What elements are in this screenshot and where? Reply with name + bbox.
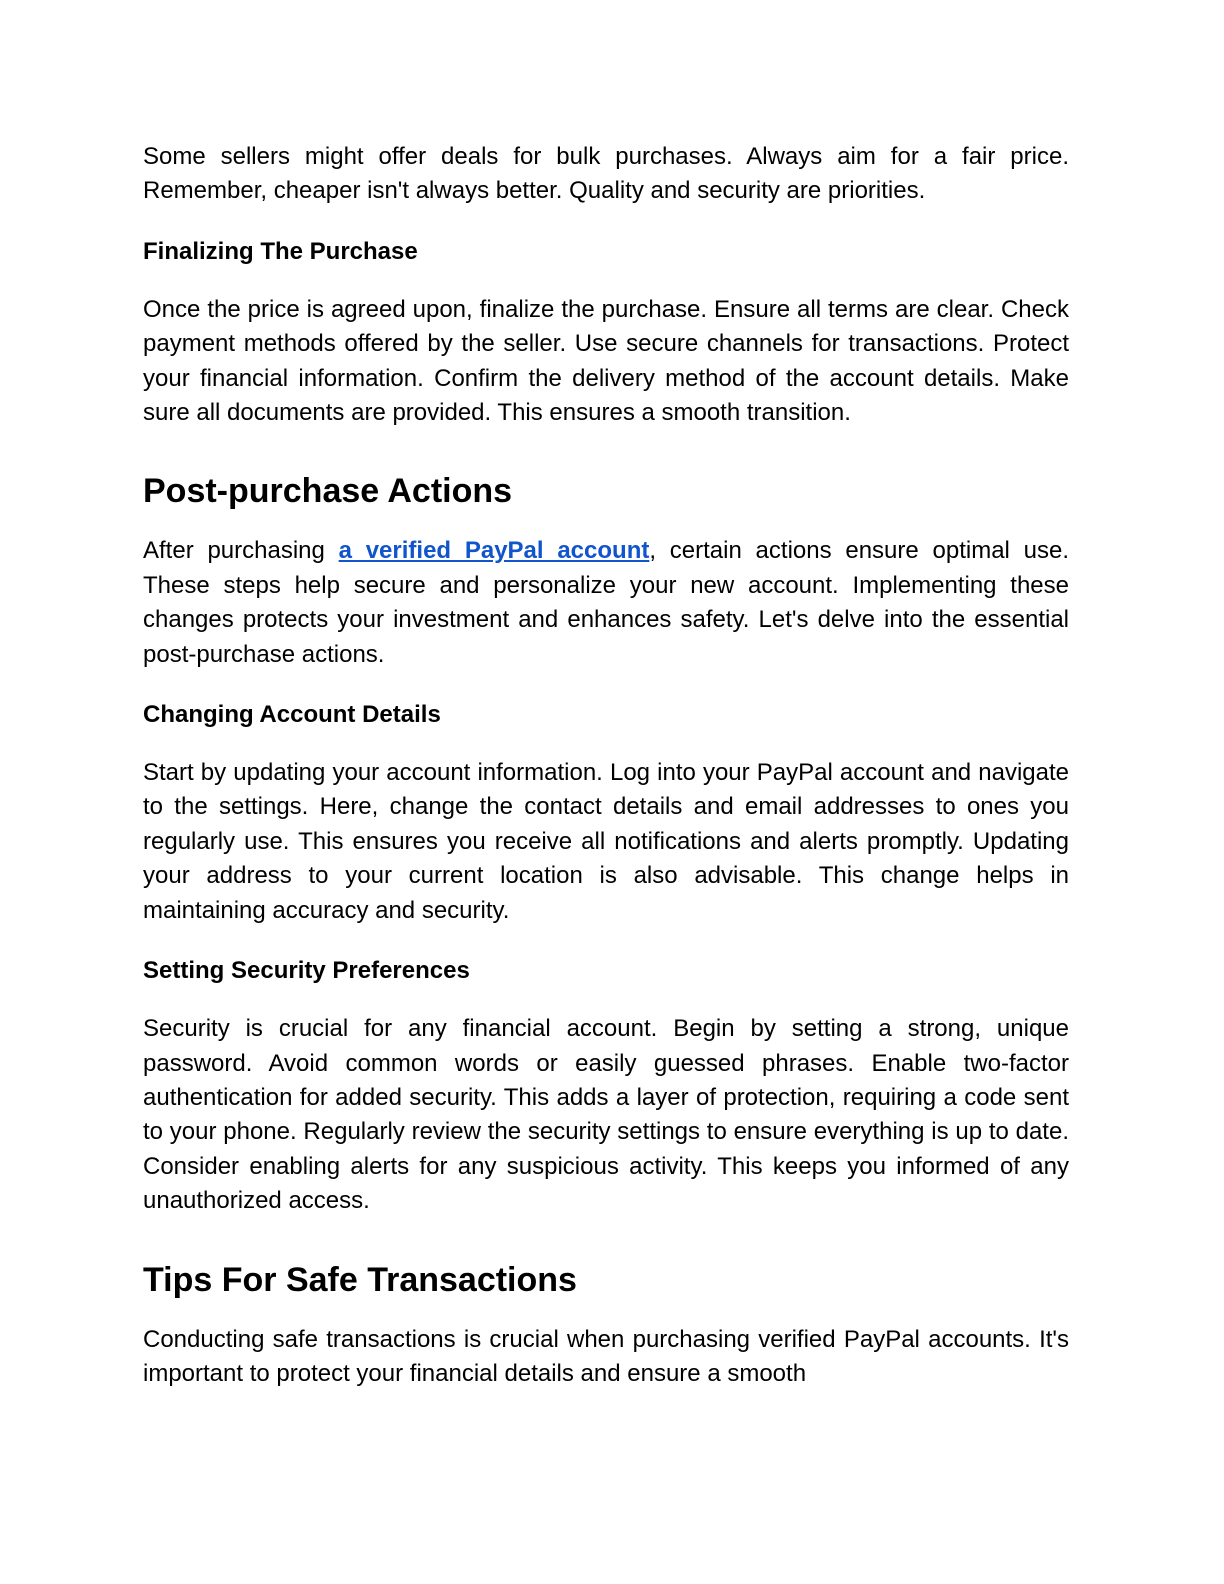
paragraph-finalizing: Once the price is agreed upon, finalize the purchase. Ensure all terms are clear. Check payment methods offered by the seller. Use secure channels for transactions. Protect your financial information. Confirm the delivery method of the account details. Make sure all documents are provided. This ensures a smooth transition. [143,295,1069,427]
paragraph-post-purchase-rest: , certain actions ensure optimal use. These steps help secure and personalize your new account. Implementing these changes protects your investment and enhances safety. Let's delve into the essential post-purchase actions. [143,537,1069,668]
paragraph-post-purchase-lead: After purchasing [143,537,339,565]
document-page [143,140,1069,1391]
paragraph-security-preferences: Security is crucial for any financial account. Begin by setting a strong, unique password. Avoid common words or easily guessed phrases. Enable two-factor authentication for added security. This adds a layer of protection, requiring a code sent to your phone. Regularly review the security settings to ensure everything is up to date. Consider enabling alerts for any suspicious activity. This keeps you informed of any unauthorized access. [143,1015,1069,1215]
paragraph-changing-account-details: Start by updating your account information. Log into your PayPal account and navigate to the settings. Here, change the contact details and email addresses to ones you regularly use. This ensures you receive all notifications and alerts promptly. Updating your address to your current location is also advisable. This change helps in maintaining accuracy and security. [143,759,1069,924]
paragraph-safe-transactions: Conducting safe transactions is crucial when purchasing verified PayPal accounts. It's important to protect your financial details and ensure a smooth [143,1325,1069,1387]
heading-changing-account-details: Changing Account Details [143,701,441,729]
heading-tips-for-safe-transactions: Tips For Safe Transactions [143,1260,577,1299]
heading-finalizing-the-purchase: Finalizing The Purchase [143,237,418,265]
paragraph-post-purchase [143,534,1069,672]
heading-setting-security-preferences: Setting Security Preferences [143,957,470,985]
verified-paypal-account-link[interactable]: a verified PayPal account [338,537,650,565]
paragraph-bulk-purchases: Some sellers might offer deals for bulk purchases. Always aim for a fair price. Remember, cheaper isn't always better. Quality and security are priorities. [143,143,1069,205]
heading-post-purchase-actions: Post-purchase Actions [143,472,513,511]
